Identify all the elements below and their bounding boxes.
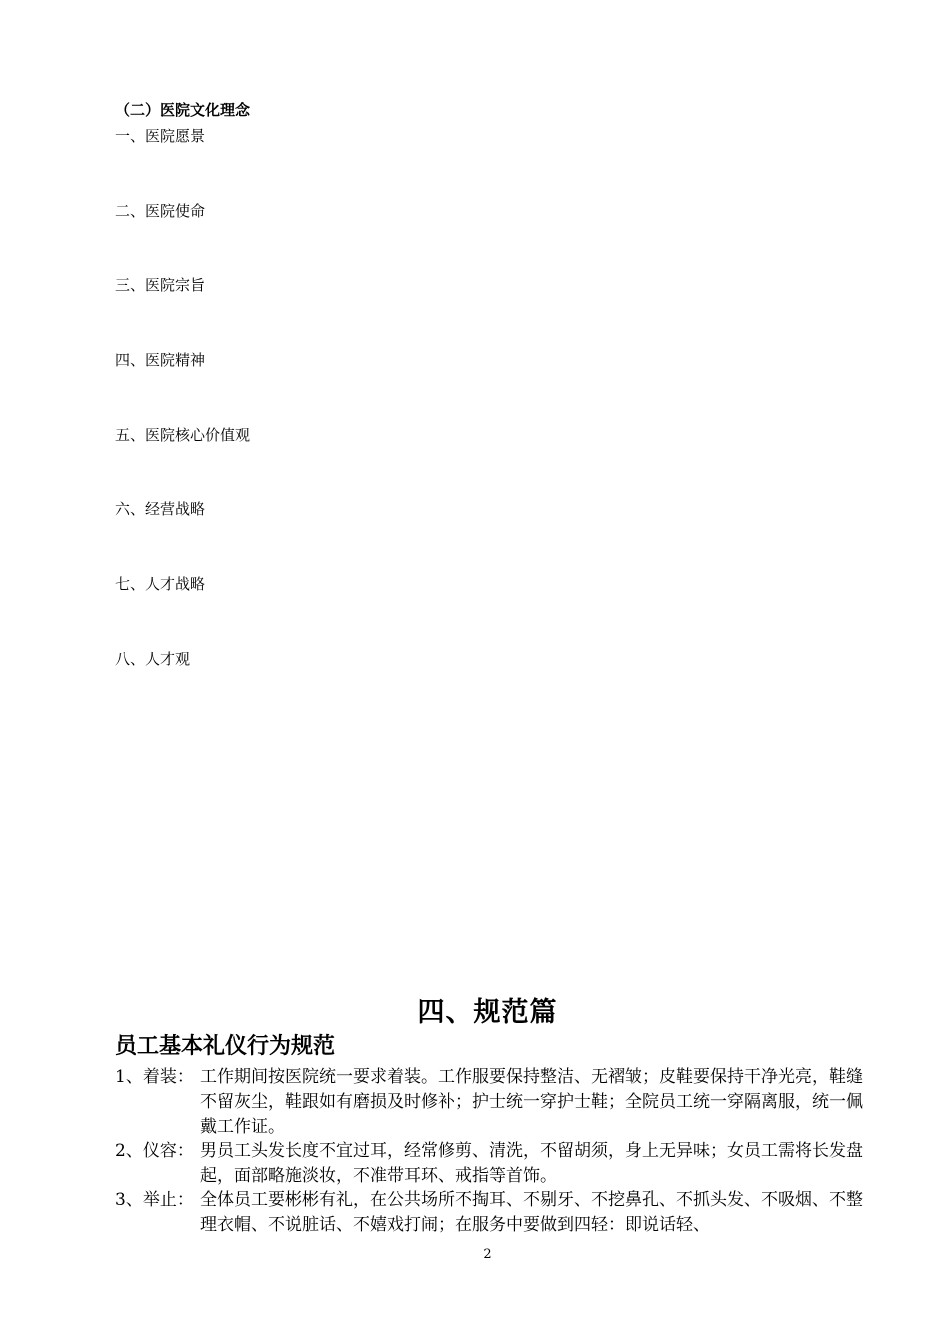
culture-item-talent-view: 八、人才观	[115, 650, 191, 668]
culture-heading: （二）医院文化理念	[115, 101, 251, 119]
rule-dress	[115, 1065, 875, 1140]
culture-item-spirit: 四、医院精神	[115, 351, 206, 369]
culture-item-purpose: 三、医院宗旨	[115, 276, 206, 294]
section-title: 员工基本礼仪行为规范	[115, 1034, 336, 1059]
rule-appearance	[115, 1139, 875, 1189]
rule-label: 3、举止：	[115, 1190, 194, 1210]
rule-text: 工作期间按医院统一要求着装。工作服要保持整洁、无褶皱；皮鞋要保持干净光亮，鞋缝不留灰尘，鞋跟如有磨损及时修补；护士统一穿护士鞋；全院员工统一穿隔离服，统一佩戴工作证。	[200, 1067, 863, 1137]
rule-label: 1、着装：	[115, 1067, 194, 1087]
rule-label: 2、仪容：	[115, 1141, 194, 1161]
rule-manner	[115, 1188, 875, 1238]
culture-item-mission: 二、医院使命	[115, 202, 206, 220]
rule-text: 全体员工要彬彬有礼，在公共场所不掏耳、不剔牙、不挖鼻孔、不抓头发、不吸烟、不整理衣帽、不说脏话、不嬉戏打闹；在服务中要做到四轻：即说话轻、	[200, 1190, 863, 1235]
culture-item-vision: 一、医院愿景	[115, 127, 206, 145]
culture-item-talent-strategy: 七、人才战略	[115, 575, 206, 593]
culture-item-business-strategy: 六、经营战略	[115, 500, 206, 518]
rule-text: 男员工头发长度不宜过耳，经常修剪、清洗，不留胡须，身上无异味；女员工需将长发盘起，面部略施淡妆，不准带耳环、戒指等首饰。	[200, 1141, 863, 1186]
culture-item-core-values: 五、医院核心价值观	[115, 426, 251, 444]
chapter-title: 四、规范篇	[417, 997, 558, 1028]
page-number: 2	[483, 1247, 492, 1262]
